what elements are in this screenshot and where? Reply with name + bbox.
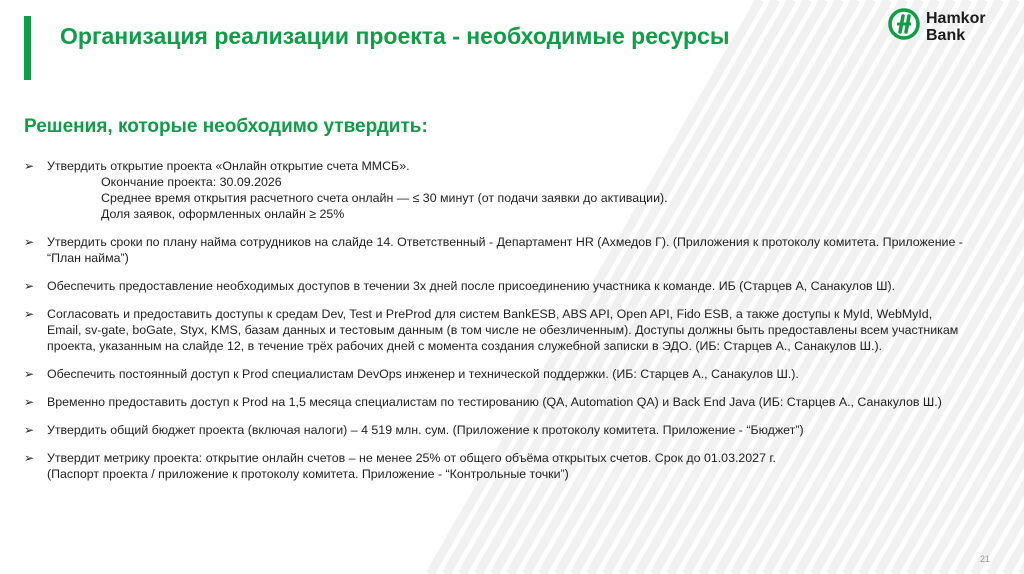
arrow-bullet-icon: ➢ xyxy=(24,235,35,249)
item-text: Временно предоставить доступ к Prod на 1,5 месяца специалистам по тестированию (QA, Automation QA) и Back End Java (ИБ: Старцев А., Санакулов Ш.) xyxy=(47,395,942,409)
arrow-bullet-icon: ➢ xyxy=(24,159,35,173)
list-item xyxy=(24,422,1014,438)
arrow-bullet-icon: ➢ xyxy=(24,279,35,293)
item-subtext: Окончание проекта: 30.09.2026 xyxy=(101,175,282,189)
arrow-bullet-icon: ➢ xyxy=(24,451,35,465)
item-text: Email, sv-gate, boGate, Styx, KMS, базам данных и тестовым данным (в том числе не обезличенным). Доступы должны быть предоставлены всем участникам xyxy=(47,323,959,337)
decisions-list xyxy=(24,158,1014,494)
item-text: “План найма”) xyxy=(47,251,129,265)
item-text: Обеспечить постоянный доступ к Prod специалистам DevOps инженер и технической поддержки. (ИБ: Старцев А., Санакулов Ш.). xyxy=(47,367,799,381)
list-item xyxy=(24,158,1014,222)
item-text: Утвердить общий бюджет проекта (включая налоги) – 4 519 млн. сум. (Приложение к протоколу комитета. Приложение - “Бюджет”) xyxy=(47,423,804,437)
list-item xyxy=(24,278,1014,294)
logo-line-1: Hamkor xyxy=(926,10,986,27)
item-text: проекта, указанным на слайде 12, в течение трёх рабочих дней с момента создания служебной записки в ЭДО. (ИБ: Старцев А., Санакулов Ш.). xyxy=(47,339,883,353)
page-number: 21 xyxy=(980,554,991,564)
hamkor-bank-logo xyxy=(888,8,1008,48)
item-text: Согласовать и предоставить доступы к средам Dev, Test и PreProd для систем BankESB, ABS API, Open API, Fido ESB, а также доступы к MyId, WebMyId, xyxy=(47,307,933,321)
list-item xyxy=(24,234,1014,266)
list-item xyxy=(24,366,1014,382)
item-text: Утвердит метрику проекта: открытие онлайн счетов – не менее 25% от общего объёма открытых счетов. Срок до 01.03.2027 г. xyxy=(47,451,776,465)
list-item xyxy=(24,450,1014,482)
logo-wordmark xyxy=(926,10,986,44)
item-text: Утвердить сроки по плану найма сотрудников на слайде 14. Ответственный - Департамент HR (Ахмедов Г). (Приложения к протоколу комитета. Приложение - xyxy=(47,235,963,249)
title-accent-bar xyxy=(24,16,31,80)
item-text: (Паспорт проекта / приложение к протоколу комитета. Приложение - “Контрольные точки”) xyxy=(47,467,569,481)
item-text: Утвердить открытие проекта «Онлайн открытие счета ММСБ». xyxy=(47,159,410,173)
section-subtitle: Решения, которые необходимо утвердить: xyxy=(24,116,428,137)
item-subtext: Доля заявок, оформленных онлайн ≥ 25% xyxy=(101,207,345,221)
list-item xyxy=(24,394,1014,410)
slide-title: Организация реализации проекта - необходимые ресурсы xyxy=(60,23,730,49)
logo-line-2: Bank xyxy=(926,27,966,44)
arrow-bullet-icon: ➢ xyxy=(24,307,35,321)
hamkor-logo-icon xyxy=(888,8,920,40)
arrow-bullet-icon: ➢ xyxy=(24,395,35,409)
item-text: Обеспечить предоставление необходимых доступов в течении 3х дней после присоединению участника к команде. ИБ (Старцев А, Санакулов Ш). xyxy=(47,279,896,293)
item-subtext: Среднее время открытия расчетного счета онлайн — ≤ 30 минут (от подачи заявки до активации). xyxy=(101,191,668,205)
arrow-bullet-icon: ➢ xyxy=(24,423,35,437)
arrow-bullet-icon: ➢ xyxy=(24,367,35,381)
list-item xyxy=(24,306,1014,354)
